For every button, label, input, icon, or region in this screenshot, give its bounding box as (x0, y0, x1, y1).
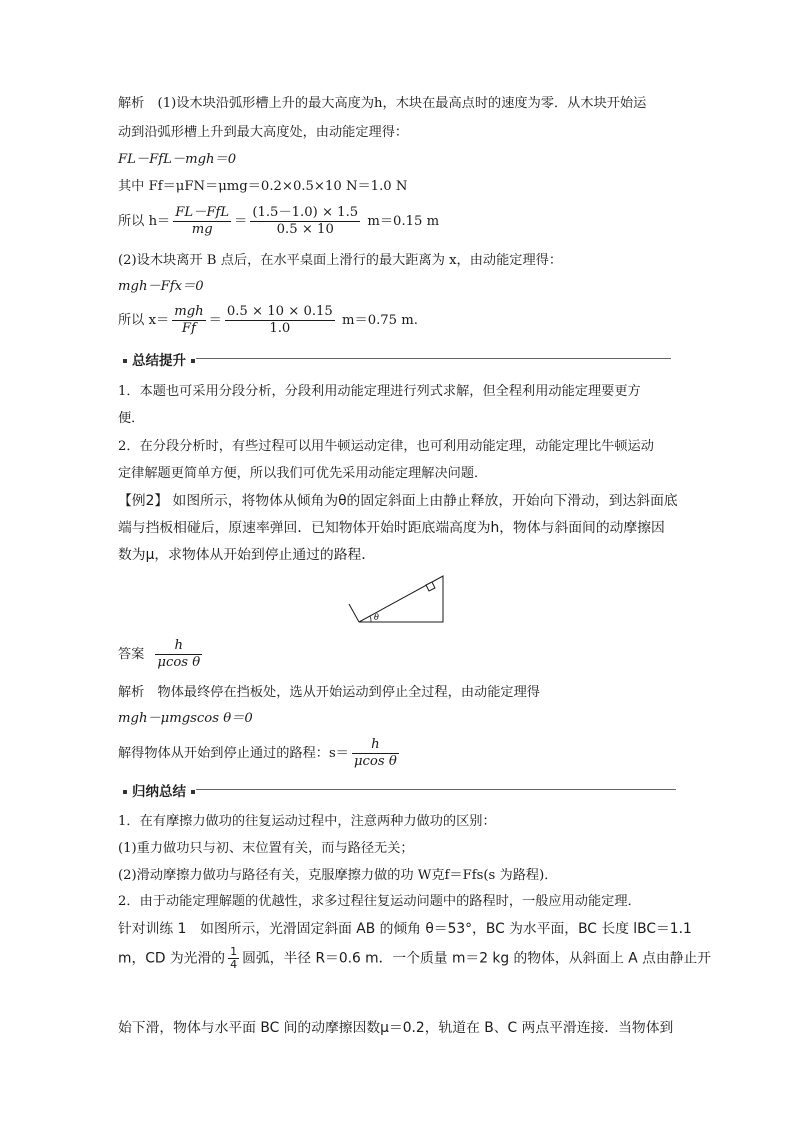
training-line-1: 针对训练 1 如图所示，光滑固定斜面 AB 的倾角 θ＝53°，BC 为水平面，BC 长度 lBC＝1.1 (118, 921, 692, 937)
block-object (426, 582, 435, 591)
summary-line-4: 定律解题更简单方便，所以我们可优先采用动能定理解决问题． (118, 466, 488, 481)
summary-line-3: 2．在分段分析时，有些过程可以用牛顿运动定律，也可利用动能定理，动能定理比牛顿运动 (118, 439, 654, 454)
height-result: m＝0.15 m (363, 214, 440, 229)
distance-fraction-2 (225, 304, 335, 337)
conclusion-line-4: 2．由于动能定理解题的优越性，求多过程往复运动问题中的路程时，一般应用动能定理． (118, 894, 641, 909)
square-bullet-icon (191, 790, 195, 794)
example2-equation: mgh－μmgscos θ＝0 (118, 711, 253, 726)
fraction-denominator: 0.5 × 10 (276, 222, 334, 237)
distance-result: m＝0.75 m. (337, 313, 418, 328)
quarter-fraction (228, 946, 239, 971)
analysis-line-2: 动到沿弧形槽上升到最大高度处，由动能定理得： (118, 125, 409, 140)
barrier-board (349, 604, 359, 622)
fraction-denominator: μcos θ (353, 754, 397, 769)
conclusion-header (118, 780, 200, 800)
fraction-numerator: 1 (230, 945, 238, 958)
result-prefix: 解得物体从开始到停止通过的路程：s＝ (118, 746, 349, 761)
fraction-numerator: 0.5 × 10 × 0.15 (226, 304, 333, 319)
example2-analysis-1: 解析 物体最终停在挡板处，选从开始运动到停止全过程，由动能定理得 (118, 685, 540, 700)
fraction-denominator: μcos θ (157, 655, 201, 670)
training-line-2 (118, 946, 711, 971)
fraction-numerator: h (352, 737, 399, 754)
example2-result (118, 737, 402, 770)
fraction-numerator: h (155, 638, 202, 655)
square-bullet-icon (123, 359, 127, 363)
summary-line-2: 便． (118, 411, 145, 426)
height-prefix: 所以 h＝ (118, 214, 171, 229)
fraction-denominator: mg (191, 222, 213, 237)
example2-line-3: 数为μ，求物体从开始到停止通过的路程． (118, 547, 376, 563)
fraction-numerator: FL－FfL (175, 205, 230, 220)
square-bullet-icon (191, 359, 195, 363)
angle-label: θ (374, 613, 379, 622)
answer-fraction (155, 638, 202, 671)
distance-prefix: 所以 x＝ (118, 313, 170, 328)
equals-sign: ＝ (208, 313, 222, 328)
example2-line-2: 端与挡板相碰后，原速率弹回．已知物体开始时距底端高度为h，物体与斜面间的动摩擦因 (118, 520, 665, 536)
height-fraction-2 (250, 205, 360, 238)
incline-figure (345, 570, 450, 630)
distance-fraction-1 (172, 304, 205, 337)
equation-distance (118, 304, 418, 337)
analysis-line-part2: (2)设木块离开 B 点后，在水平桌面上滑行的最大距离为 x，由动能定理得： (118, 253, 563, 268)
square-bullet-icon (123, 790, 127, 794)
angle-arc (370, 616, 371, 622)
summary-header-text: 总结提升 (132, 353, 186, 369)
training-line-2-start: m，CD 为光滑的 (118, 950, 226, 967)
equation-height (118, 205, 439, 238)
training-line-3: 始下滑，物体与水平面 BC 间的动摩擦因数μ＝0.2，轨道在 B、C 两点平滑连接．当物体到 (118, 1020, 674, 1036)
summary-line-1: 1．本题也可采用分段分析，分段利用动能定理进行列式求解，但全程利用动能定理要更方 (118, 384, 641, 399)
summary-divider (196, 358, 671, 359)
training-line-2-end: 圆弧，半径 R＝0.6 m．一个质量 m＝2 kg 的物体，从斜面上 A 点由静止开 (242, 950, 712, 967)
equation-1: FL－FfL－mgh＝0 (118, 152, 237, 167)
conclusion-line-2: (1)重力做功只与初、末位置有关，而与路径无关； (118, 841, 414, 856)
conclusion-header-text: 归纳总结 (132, 784, 186, 800)
result-fraction (352, 737, 399, 770)
equation-2: mgh－Ffx＝0 (118, 279, 204, 294)
analysis-line-1: 解析 (1)设木块沿弧形槽上升的最大高度为h，木块在最高点时的速度为零．从木块开始运 (118, 96, 647, 111)
fraction-denominator: Ff (181, 321, 196, 336)
conclusion-line-3: (2)滑动摩擦力做功与路径有关，克服摩擦力做的功 W克f＝Ffs(s 为路程)． (118, 868, 558, 883)
fraction-numerator: mgh (174, 304, 204, 319)
height-fraction-1 (173, 205, 231, 238)
example2-line-1: 【例2】 如图所示，将物体从倾角为θ的固定斜面上由静止释放，开始向下滑动，到达斜面底 (118, 493, 678, 509)
fraction-numerator: (1.5－1.0) × 1.5 (252, 205, 359, 220)
conclusion-line-1: 1．在有摩擦力做功的往复运动过程中，注意两种力做功的区别： (118, 814, 496, 829)
answer-label: 答案 (118, 647, 145, 662)
fraction-denominator: 4 (230, 958, 238, 971)
equation-friction: 其中 Ff＝μFN＝μmg＝0.2×0.5×10 N＝1.0 N (118, 179, 408, 194)
summary-header (118, 349, 200, 369)
equals-sign: ＝ (234, 214, 248, 229)
answer-line (118, 638, 205, 671)
conclusion-divider (196, 789, 676, 790)
fraction-denominator: 1.0 (269, 321, 291, 336)
